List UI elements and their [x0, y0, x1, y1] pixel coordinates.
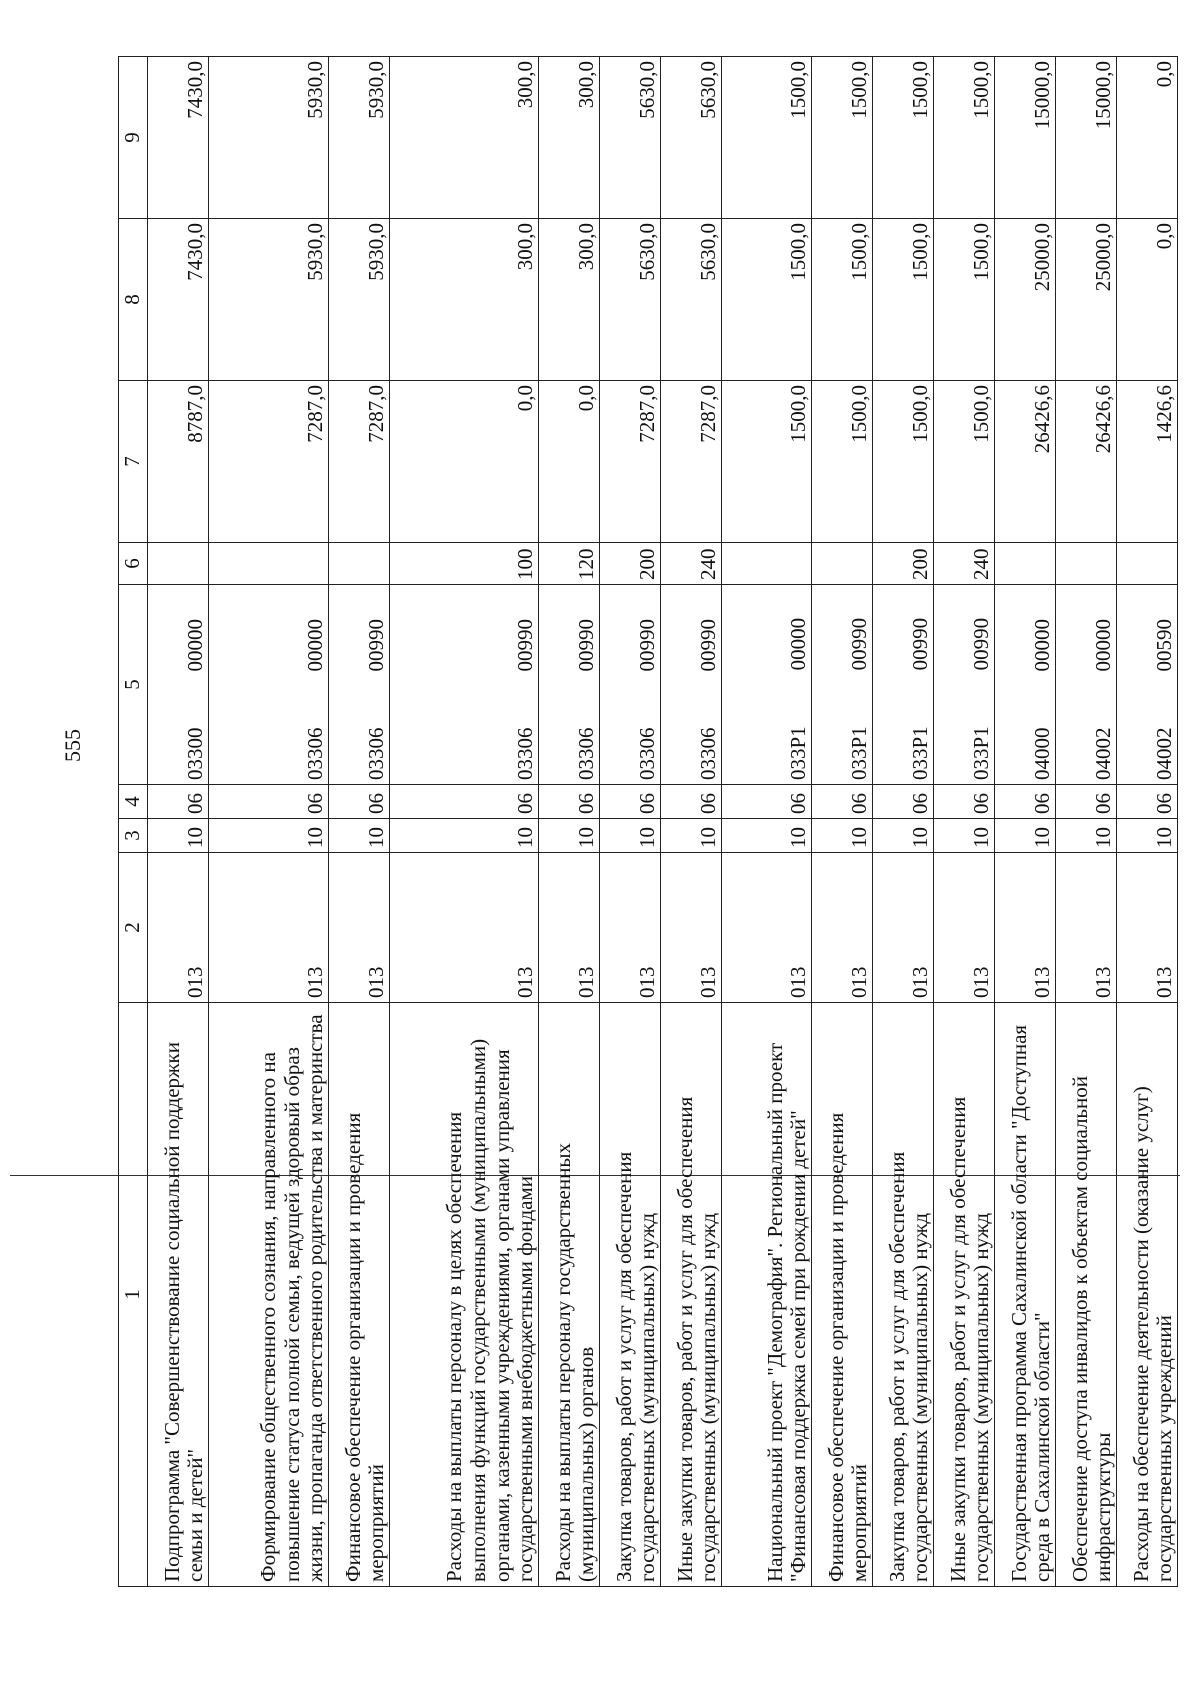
- target-article-part1: 04000: [1030, 727, 1055, 780]
- section-code: 10: [148, 819, 209, 853]
- table-row: [811, 57, 872, 1587]
- page-number: 555: [60, 729, 85, 762]
- rotated-page: [118, 57, 1178, 1587]
- amount-col8: 5930,0: [209, 219, 329, 381]
- target-article-part1: 03306: [696, 727, 721, 780]
- target-article-code: [660, 585, 721, 785]
- amount-col8: 25000,0: [1055, 219, 1116, 381]
- section-code: 10: [994, 819, 1055, 853]
- expense-type-code: [721, 543, 811, 585]
- subsection-code: 06: [209, 785, 329, 819]
- section-code: 10: [538, 819, 599, 853]
- grbs-code: 013: [538, 853, 599, 1003]
- header-cell: 3: [119, 819, 148, 853]
- amount-col7: 1500,0: [721, 381, 811, 543]
- amount-col9: 1500,0: [933, 57, 994, 219]
- grbs-code: 013: [933, 853, 994, 1003]
- header-cell: 1: [119, 1003, 148, 1587]
- amount-col9: 300,0: [538, 57, 599, 219]
- target-article-part2: 00990: [635, 619, 660, 672]
- amount-col9: 5630,0: [599, 57, 660, 219]
- table-row: [1055, 57, 1116, 1587]
- amount-col7: 26426,6: [1055, 381, 1116, 543]
- row-name: Подпрограмма "Совершенствование социальной поддержки семьи и детей": [148, 1003, 209, 1587]
- subsection-code: 06: [721, 785, 811, 819]
- amount-col7: 0,0: [389, 381, 538, 543]
- target-article-part2: 00000: [786, 617, 811, 671]
- subsection-code: 06: [872, 785, 933, 819]
- grbs-code: 013: [872, 853, 933, 1003]
- target-article-part1: 03306: [303, 727, 328, 780]
- table-row: [660, 57, 721, 1587]
- grbs-code: 013: [1116, 853, 1177, 1003]
- table-row: [209, 57, 329, 1587]
- amount-col7: 1500,0: [872, 381, 933, 543]
- amount-col8: 1500,0: [811, 219, 872, 381]
- grbs-code: 013: [209, 853, 329, 1003]
- row-name: Финансовое обеспечение организации и проведения мероприятий: [328, 1003, 389, 1587]
- subsection-code: 06: [328, 785, 389, 819]
- table-row: [389, 57, 538, 1587]
- target-article-part1: 04002: [1152, 727, 1177, 780]
- section-code: 10: [1116, 819, 1177, 853]
- target-article-part2: 00990: [574, 619, 599, 672]
- target-article-code: [209, 585, 329, 785]
- subsection-code: 06: [538, 785, 599, 819]
- subsection-code: 06: [660, 785, 721, 819]
- target-article-part2: 00990: [513, 619, 538, 672]
- section-code: 10: [660, 819, 721, 853]
- amount-col9: 0,0: [1116, 57, 1177, 219]
- amount-col7: 1500,0: [933, 381, 994, 543]
- row-name: Формирование общественного сознания, направленного на повышение статуса полной семьи, ведущей здоровый образ жизни, пропаганда ответственного родительства и материнства: [209, 1003, 329, 1587]
- target-article-code: [328, 585, 389, 785]
- section-code: 10: [811, 819, 872, 853]
- target-article-code: [933, 585, 994, 785]
- amount-col7: 1426,6: [1116, 381, 1177, 543]
- table-row: [933, 57, 994, 1587]
- amount-col8: 5630,0: [599, 219, 660, 381]
- target-article-part2: 00000: [183, 619, 208, 672]
- header-cell: 7: [119, 381, 148, 543]
- header-cell: 6: [119, 543, 148, 585]
- target-article-part2: 00000: [303, 619, 328, 672]
- amount-col7: 7287,0: [209, 381, 329, 543]
- grbs-code: 013: [1055, 853, 1116, 1003]
- table-row: [721, 57, 811, 1587]
- target-article-code: [538, 585, 599, 785]
- target-article-code: [1055, 585, 1116, 785]
- row-name: Расходы на обеспечение деятельности (оказание услуг) государственных учреждений: [1116, 1003, 1177, 1587]
- section-code: 10: [872, 819, 933, 853]
- table-row: [148, 57, 209, 1587]
- subsection-code: 06: [811, 785, 872, 819]
- expense-type-code: 120: [538, 543, 599, 585]
- expense-type-code: [328, 543, 389, 585]
- target-article-part1: 033P1: [969, 726, 994, 780]
- header-cell: 4: [119, 785, 148, 819]
- target-article-part2: 00990: [969, 617, 994, 671]
- amount-col9: 300,0: [389, 57, 538, 219]
- expense-type-code: 100: [389, 543, 538, 585]
- section-code: 10: [328, 819, 389, 853]
- amount-col9: 1500,0: [872, 57, 933, 219]
- amount-col8: 1500,0: [721, 219, 811, 381]
- target-article-part1: 03300: [183, 727, 208, 780]
- expense-type-code: [209, 543, 329, 585]
- target-article-part2: 00990: [364, 619, 389, 672]
- amount-col7: 7287,0: [328, 381, 389, 543]
- target-article-part2: 00000: [1091, 619, 1116, 672]
- target-article-part1: 03306: [513, 727, 538, 780]
- expense-type-code: [994, 543, 1055, 585]
- amount-col8: 1500,0: [933, 219, 994, 381]
- subsection-code: 06: [599, 785, 660, 819]
- amount-col9: 7430,0: [148, 57, 209, 219]
- table-row: [994, 57, 1055, 1587]
- row-name: Национальный проект "Демография". Региональный проект "Финансовая поддержка семей при рождении детей": [721, 1003, 811, 1587]
- grbs-code: 013: [148, 853, 209, 1003]
- target-article-code: [1116, 585, 1177, 785]
- subsection-code: 06: [389, 785, 538, 819]
- table-row: [872, 57, 933, 1587]
- row-name: Закупка товаров, работ и услуг для обеспечения государственных (муниципальных) нужд: [872, 1003, 933, 1587]
- grbs-code: 013: [811, 853, 872, 1003]
- header-cell: 5: [119, 585, 148, 785]
- amount-col7: 7287,0: [660, 381, 721, 543]
- table-body: [148, 57, 1178, 1587]
- amount-col7: 8787,0: [148, 381, 209, 543]
- expense-type-code: [811, 543, 872, 585]
- amount-col8: 7430,0: [148, 219, 209, 381]
- row-name: Закупка товаров, работ и услуг для обеспечения государственных (муниципальных) нужд: [599, 1003, 660, 1587]
- section-code: 10: [721, 819, 811, 853]
- target-article-part2: 00990: [847, 617, 872, 671]
- grbs-code: 013: [721, 853, 811, 1003]
- expense-type-code: [1116, 543, 1177, 585]
- table-row: [328, 57, 389, 1587]
- expense-type-code: 200: [599, 543, 660, 585]
- subsection-code: 06: [1116, 785, 1177, 819]
- grbs-code: 013: [328, 853, 389, 1003]
- target-article-code: [599, 585, 660, 785]
- table-row: [599, 57, 660, 1587]
- grbs-code: 013: [994, 853, 1055, 1003]
- subsection-code: 06: [994, 785, 1055, 819]
- amount-col9: 1500,0: [811, 57, 872, 219]
- target-article-part2: 00000: [1030, 619, 1055, 672]
- target-article-part1: 033P1: [847, 726, 872, 780]
- target-article-part1: 03306: [635, 727, 660, 780]
- amount-col8: 300,0: [538, 219, 599, 381]
- target-article-part2: 00990: [908, 617, 933, 671]
- expense-type-code: [148, 543, 209, 585]
- expense-type-code: 240: [933, 543, 994, 585]
- header-cell: 9: [119, 57, 148, 219]
- target-article-part1: 03306: [364, 727, 389, 780]
- amount-col9: 1500,0: [721, 57, 811, 219]
- target-article-part1: 033P1: [908, 726, 933, 780]
- row-name: Государственная программа Сахалинской области "Доступная среда в Сахалинской области": [994, 1003, 1055, 1587]
- section-code: 10: [933, 819, 994, 853]
- header-row: [119, 57, 148, 1587]
- section-code: 10: [209, 819, 329, 853]
- row-name: Расходы на выплаты персоналу в целях обеспечения выполнения функций государственными (муниципальными) органами, казенными учреждениями, органами управления государственными внебюджетными фондами: [389, 1003, 538, 1587]
- amount-col8: 300,0: [389, 219, 538, 381]
- amount-col8: 5630,0: [660, 219, 721, 381]
- section-code: 10: [389, 819, 538, 853]
- expense-type-code: 200: [872, 543, 933, 585]
- target-article-code: [994, 585, 1055, 785]
- target-article-code: [721, 585, 811, 785]
- subsection-code: 06: [933, 785, 994, 819]
- target-article-part1: 04002: [1091, 727, 1116, 780]
- row-name: Иные закупки товаров, работ и услуг для обеспечения государственных (муниципальных) нужд: [933, 1003, 994, 1587]
- table-row: [1116, 57, 1177, 1587]
- header-cell: 2: [119, 853, 148, 1003]
- target-article-code: [389, 585, 538, 785]
- row-name: Иные закупки товаров, работ и услуг для обеспечения государственных (муниципальных) нужд: [660, 1003, 721, 1587]
- table-row: [538, 57, 599, 1587]
- amount-col8: 25000,0: [994, 219, 1055, 381]
- amount-col9: 15000,0: [1055, 57, 1116, 219]
- amount-col7: 0,0: [538, 381, 599, 543]
- target-article-part2: 00990: [696, 619, 721, 672]
- target-article-part2: 00590: [1152, 619, 1177, 672]
- target-article-code: [148, 585, 209, 785]
- row-name: Обеспечение доступа инвалидов к объектам социальной инфраструктуры: [1055, 1003, 1116, 1587]
- amount-col9: 5930,0: [328, 57, 389, 219]
- amount-col9: 5930,0: [209, 57, 329, 219]
- row-name: Финансовое обеспечение организации и проведения мероприятий: [811, 1003, 872, 1587]
- amount-col7: 26426,6: [994, 381, 1055, 543]
- expense-type-code: [1055, 543, 1116, 585]
- amount-col9: 15000,0: [994, 57, 1055, 219]
- section-code: 10: [599, 819, 660, 853]
- amount-col9: 5630,0: [660, 57, 721, 219]
- amount-col7: 1500,0: [811, 381, 872, 543]
- target-article-code: [811, 585, 872, 785]
- grbs-code: 013: [389, 853, 538, 1003]
- amount-col7: 7287,0: [599, 381, 660, 543]
- target-article-code: [872, 585, 933, 785]
- amount-col8: 1500,0: [872, 219, 933, 381]
- grbs-code: 013: [660, 853, 721, 1003]
- expense-type-code: 240: [660, 543, 721, 585]
- row-name: Расходы на выплаты персоналу государственных (муниципальных) органов: [538, 1003, 599, 1587]
- grbs-code: 013: [599, 853, 660, 1003]
- subsection-code: 06: [1055, 785, 1116, 819]
- target-article-part1: 03306: [574, 727, 599, 780]
- target-article-part1: 033P1: [786, 726, 811, 780]
- amount-col8: 5930,0: [328, 219, 389, 381]
- subsection-code: 06: [148, 785, 209, 819]
- header-cell: 8: [119, 219, 148, 381]
- section-code: 10: [1055, 819, 1116, 853]
- budget-table: [118, 56, 1178, 1587]
- amount-col8: 0,0: [1116, 219, 1177, 381]
